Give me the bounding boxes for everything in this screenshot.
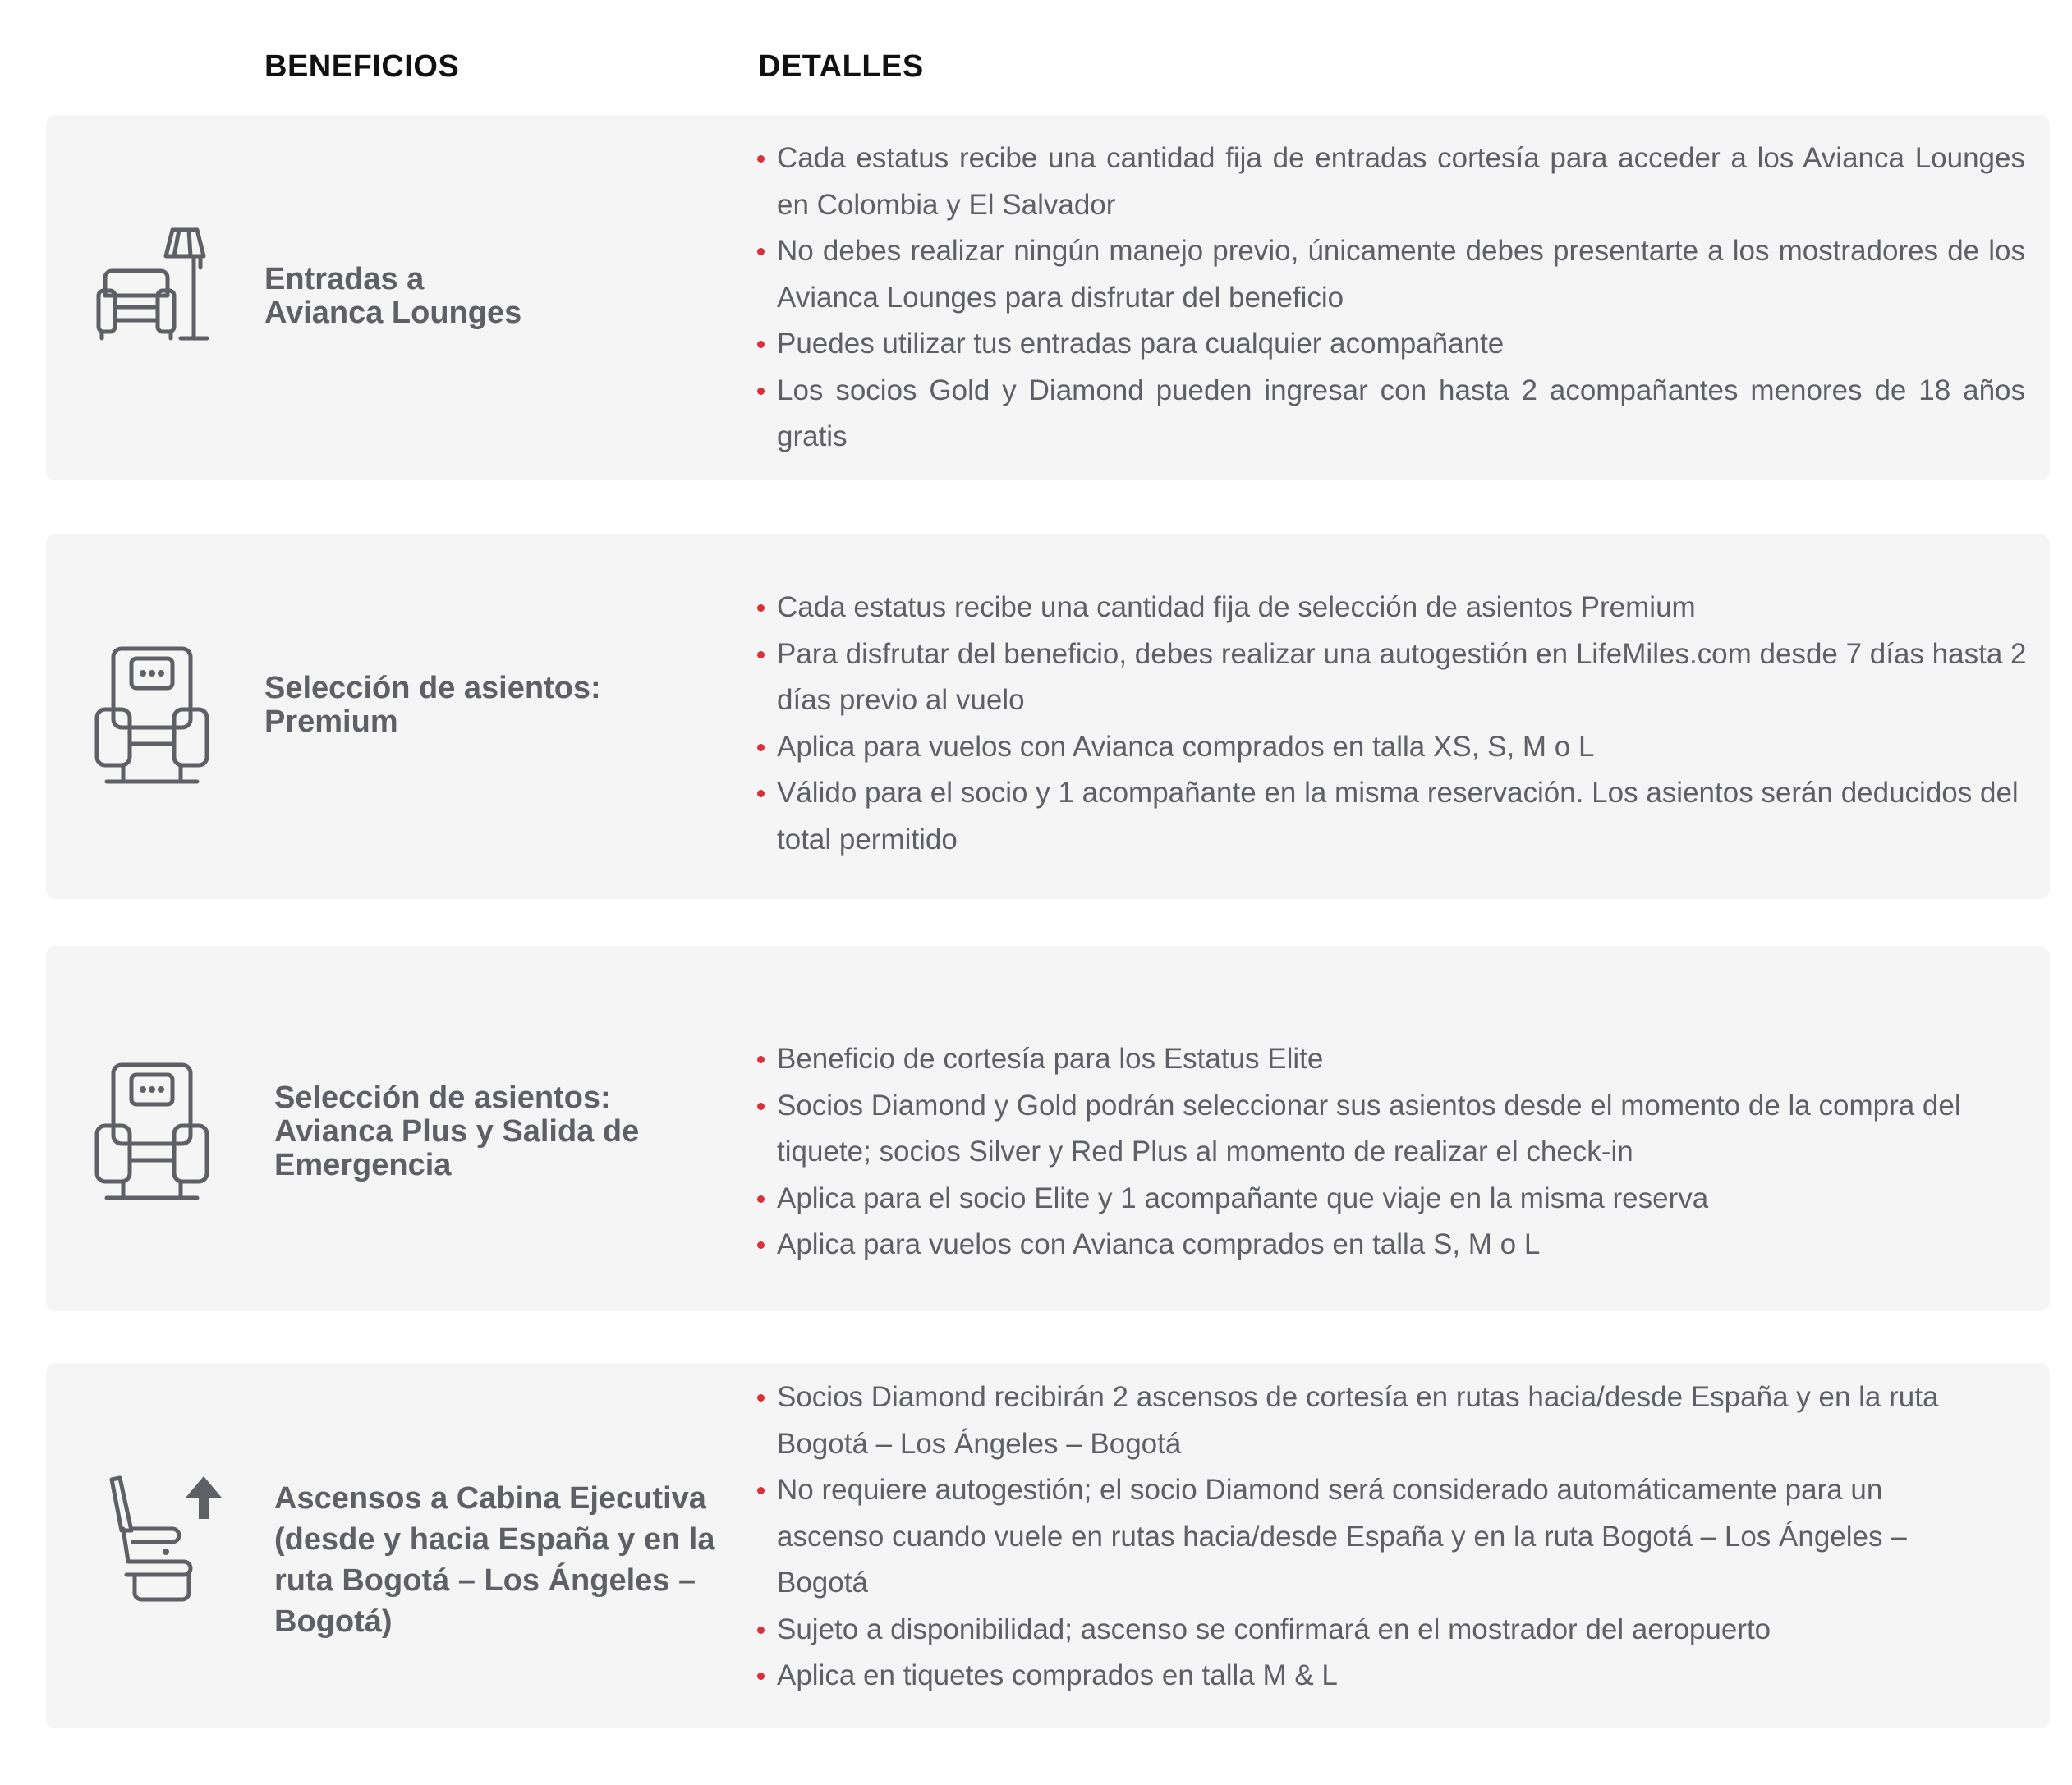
premium-seat-icon bbox=[87, 640, 218, 788]
detail-item: Cada estatus recibe una cantidad fija de selección de asientos Premium bbox=[752, 585, 2050, 631]
benefit-title bbox=[274, 1478, 734, 1642]
detail-item: Beneficio de cortesía para los Estatus Elite bbox=[752, 1036, 2033, 1083]
details-column-header: DETALLES bbox=[758, 49, 924, 84]
detail-item: Aplica para vuelos con Avianca comprados en talla S, M o L bbox=[752, 1222, 2033, 1269]
cabin-upgrade-icon bbox=[100, 1470, 232, 1618]
benefit-details-list bbox=[752, 135, 2025, 461]
table-header bbox=[0, 49, 2072, 90]
benefit-card-premium-seat bbox=[46, 534, 2050, 899]
benefit-title-line: Avianca Plus y Salida de bbox=[274, 1114, 640, 1149]
benefits-column-header: BENEFICIOS bbox=[264, 49, 460, 84]
benefit-title bbox=[264, 672, 724, 739]
detail-item: Socios Diamond y Gold podrán seleccionar sus asientos desde el momento de la compra del tiquete; socios Silver y Red Plus al momento de realizar el check-in bbox=[752, 1083, 2033, 1176]
benefit-card-plus-seat bbox=[46, 946, 2050, 1311]
plus-seat-icon bbox=[87, 1057, 218, 1205]
detail-item: Válido para el socio y 1 acompañante en la misma reservación. Los asientos serán deducidos del total permitido bbox=[752, 770, 2050, 863]
detail-item: Aplica para vuelos con Avianca comprados en talla XS, S, M o L bbox=[752, 724, 2050, 771]
benefit-title-line: Avianca Lounges bbox=[264, 296, 522, 330]
detail-item: No debes realizar ningún manejo previo, únicamente debes presentarte a los mostradores de los Avianca Lounges para disfrutar del beneficio bbox=[752, 228, 2025, 321]
benefit-title-line: Premium bbox=[264, 704, 398, 739]
benefit-details-list bbox=[752, 1374, 1968, 1700]
detail-item: Sujeto a disponibilidad; ascenso se confirmará en el mostrador del aeropuerto bbox=[752, 1607, 1968, 1654]
benefit-title-line: Ascensos a Cabina Ejecutiva bbox=[274, 1481, 706, 1516]
detail-item: Socios Diamond recibirán 2 ascensos de cortesía en rutas hacia/desde España y en la ruta Bogotá – Los Ángeles – Bogotá bbox=[752, 1374, 1968, 1467]
benefit-title-line: Bogotá) bbox=[274, 1604, 393, 1639]
benefit-title-line: Emergencia bbox=[274, 1148, 452, 1182]
detail-item: Puedes utilizar tus entradas para cualquier acompañante bbox=[752, 321, 2025, 368]
benefit-title-line: (desde y hacia España y en la bbox=[274, 1522, 715, 1557]
benefit-title bbox=[264, 263, 724, 330]
benefit-title bbox=[274, 1081, 734, 1182]
benefit-card-lounges bbox=[46, 115, 2050, 480]
detail-item: No requiere autogestión; el socio Diamond será considerado automáticamente para un ascenso cuando vuele en rutas hacia/desde España y en la ruta Bogotá – Los Ángeles – Bogotá bbox=[752, 1467, 1968, 1607]
detail-item: Aplica para el socio Elite y 1 acompañante que viaje en la misma reserva bbox=[752, 1176, 2033, 1223]
detail-item: Aplica en tiquetes comprados en talla M & L bbox=[752, 1653, 1968, 1700]
benefit-title-line: Entradas a bbox=[264, 262, 425, 296]
benefit-details-list bbox=[752, 585, 2050, 863]
detail-item: Para disfrutar del beneficio, debes realizar una autogestión en LifeMiles.com desde 7 días hasta 2 días previo al vuelo bbox=[752, 631, 2050, 724]
benefit-title-line: ruta Bogotá – Los Ángeles – bbox=[274, 1563, 696, 1598]
benefit-title-line: Selección de asientos: bbox=[264, 671, 601, 705]
detail-item: Los socios Gold y Diamond pueden ingresar con hasta 2 acompañantes menores de 18 años gratis bbox=[752, 368, 2025, 461]
lounge-chair-lamp-icon bbox=[87, 222, 218, 369]
benefit-details-list bbox=[752, 1036, 2033, 1269]
detail-item: Cada estatus recibe una cantidad fija de entradas cortesía para acceder a los Avianca Lounges en Colombia y El Salvador bbox=[752, 135, 2025, 228]
benefit-title-line: Selección de asientos: bbox=[274, 1081, 611, 1115]
benefit-card-cabin-upgrade bbox=[46, 1363, 2050, 1728]
